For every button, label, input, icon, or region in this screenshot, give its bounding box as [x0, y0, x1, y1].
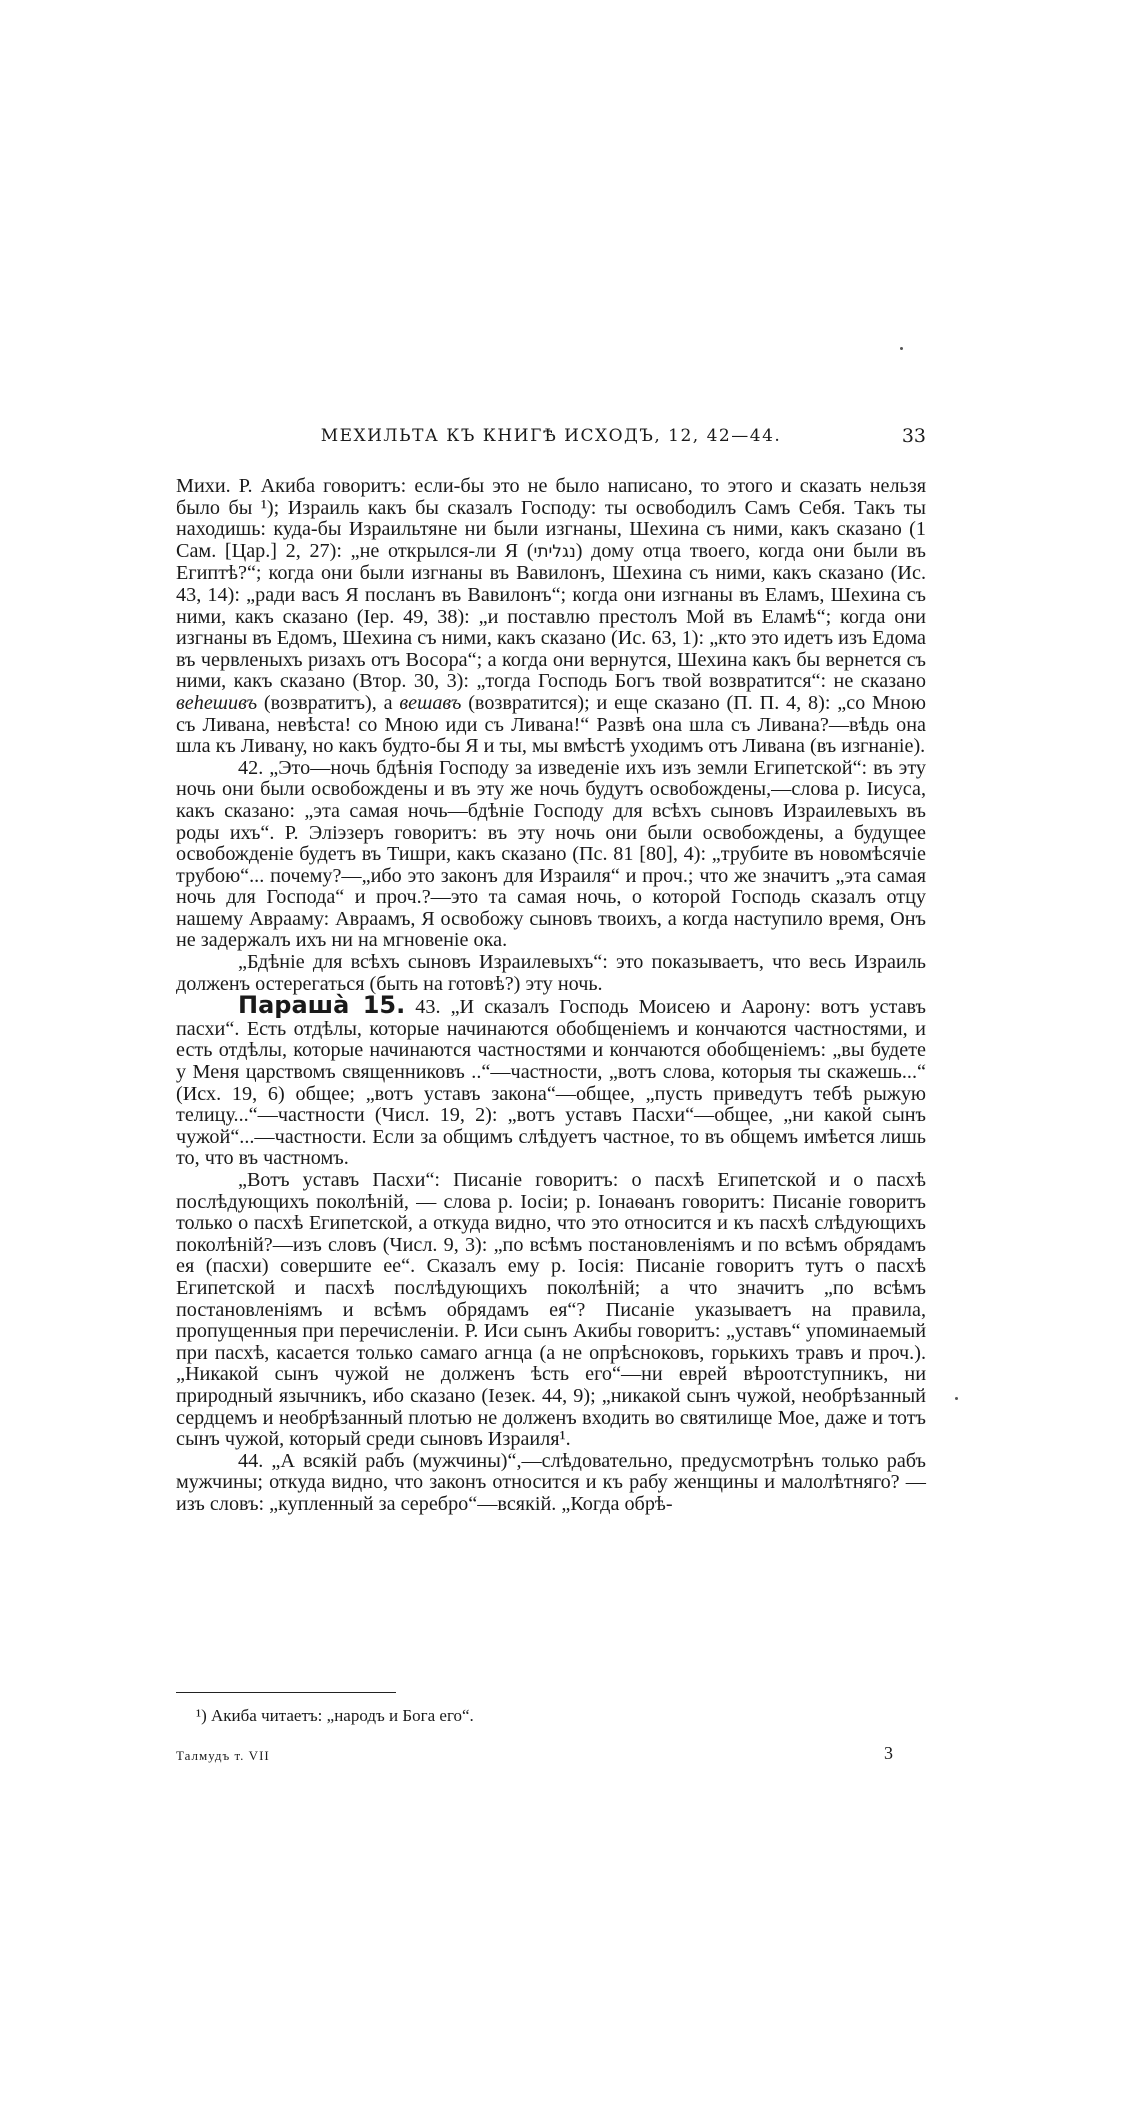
text-span: (возвратится); и еще сказано (П. П. 4, 8): „со Мною съ Ливана, невѣста! со Мною иди съ Ливана!“ Развѣ она шла съ Ливана?—вѣдь она шла къ Ливану, но какъ будто-бы Я и ты, мы вмѣстѣ уходимъ отъ Ливана (въ изгнаніе).	[176, 691, 926, 758]
text-span: ) дому отца твоего, когда они были въ Египтѣ?“; когда они были изгнаны въ Вавилонъ, Шехина съ ними, какъ сказано (Ис. 43, 14): „ради васъ Я посланъ въ Вавилонъ“; когда они изгнаны въ Еламъ, Шехина съ ними, какъ сказано (Iер. 49, 38): „и поставлю престолъ Мой въ Еламѣ“; когда они изгнаны въ Едомъ, Шехина съ ними, какъ сказано (Ис. 63, 1): „кто это идетъ изъ Едома въ червленыхъ ризахъ отъ Восора“; а когда они вернутся, Шехина какъ бы вернется съ ними, какъ сказано (Втор. 30, 3): „тогда Господь Богъ твой возвратится“: не сказано	[176, 539, 926, 693]
italic-word: веһешивъ	[176, 691, 258, 714]
scan-speck	[955, 1397, 958, 1400]
running-title: МЕХИЛЬТА КЪ КНИГѢ ИСХОДЪ, 12, 42—44.	[320, 426, 782, 446]
italic-word: вешавъ	[399, 691, 462, 714]
signature-number: 3	[884, 1743, 893, 1763]
page-header	[176, 426, 926, 450]
text-span: Михи. Р. Акиба говоритъ: если-бы это не было написано, то этого и сказать нельзя было бы ¹); Израиль какъ бы сказалъ Господу: ты освободилъ Самъ Себя. Такъ ты находишь: куда-бы Израильтяне ни были изгнаны, Шехина съ ними, какъ сказано (1 Сам. [Цар.] 2, 27): „не открылся-ли Я (	[176, 475, 926, 562]
paragraph: 42. „Это—ночь бдѣнія Господу за изведеніе ихъ изъ земли Египетской“: въ эту ночь они были освобождены и въ эту же ночь будутъ освобождены,—слова р. Iисуса, какъ сказано: „эта самая ночь—бдѣніе Господу для всѣхъ сыновъ Израилевыхъ въ роды ихъ“. Р. Элiэзеръ говоритъ: въ эту ночь они были освобождены, а будущее освобожденіе будетъ въ Тишри, какъ сказано (Пс. 81 [80], 4): „трубите въ новомѣсячіе трубою“... почему?—„ибо это законъ для Израиля“ и проч.; что же значитъ „эта самая ночь для Господа“ и проч.?—это та самая ночь, о которой Господь сказалъ отцу нашему Аврааму: Авраамъ, Я освобожу сыновъ твоихъ, а когда наступило время, Онъ не задержалъ ихъ ни на мгновеніе ока.	[176, 756, 926, 952]
paragraph	[176, 476, 926, 758]
hebrew-word: נגליתי	[533, 541, 576, 562]
paragraph: 44. „А всякій рабъ (мужчины)“,—слѣдовательно, предусмотрѣнъ только рабъ мужчины; откуда видно, что законъ относится и къ рабу женщины и малолѣтняго? — изъ словъ: „купленный за серебро“—всякій. „Когда обрѣ-	[176, 1449, 926, 1515]
parasha-heading: Парашà 15.	[238, 991, 406, 1020]
page-number: 33	[901, 425, 926, 447]
footnote-divider	[176, 1692, 396, 1693]
paragraph: „Бдѣніе для всѣхъ сыновъ Израилевыхъ“: это показываетъ, что весь Израиль долженъ остерегаться (быть на готовѣ?) эту ночь.	[176, 951, 926, 995]
main-text	[176, 476, 926, 1516]
signature-mark: Талмудъ т. VII	[176, 1748, 270, 1763]
footnote: ¹) Акиба читаетъ: „народъ и Бога его“.	[196, 1706, 474, 1725]
scan-speck	[900, 347, 903, 350]
text-span: (возвратитъ), а	[257, 691, 400, 714]
paragraph	[176, 991, 926, 1170]
text-span: 43. „И сказалъ Господь Моисею и Аарону: вотъ уставъ пасхи“. Есть отдѣлы, которые начинаются обобщеніемъ и кончаются частностями, и есть отдѣлы, которые начинаются частностями и кончаются обобщеніемъ: „вы будете у Меня царствомъ священниковъ ..“—частности, „вотъ слова, которыя ты скажешь...“ (Исх. 19, 6) общее; „вотъ уставъ закона“—общее, „пусть приведутъ тебѣ рыжую телицу...“—частности (Числ. 19, 2): „вотъ уставъ Пасхи“—общее, „ни какой сынъ чужой“...—частности. Если за общимъ слѣдуетъ частное, то въ общемъ имѣется лишь то, что въ частномъ.	[176, 996, 926, 1170]
paragraph: „Вотъ уставъ Пасхи“: Писаніе говоритъ: о пасхѣ Египетской и о пасхѣ послѣдующихъ поколѣній, — слова р. Iосіи; р. Iонаѳанъ говоритъ: Писаніе говоритъ только о пасхѣ Египетской, а откуда видно, что это относится и къ пасхѣ слѣдующихъ поколѣній?—изъ словъ (Числ. 9, 3): „по всѣмъ постановленіямъ и по всѣмъ обрядамъ ея (пасхи) совершите ее“. Сказалъ ему р. Iосія: Писаніе говоритъ тутъ о пасхѣ Египетской и пасхѣ послѣдующихъ поколѣній; а что значитъ „по всѣмъ постановленіямъ и всѣмъ обрядамъ ея“? Писаніе указываетъ на правила, пропущенныя при перечисленіи. Р. Иси сынъ Акибы говоритъ: „уставъ“ упоминаемый при пасхѣ, касается только самаго агнца (а не опрѣсноковъ, горькихъ травъ и проч.). „Никакой сынъ чужой не долженъ ѣсть его“—ни еврей вѣроотступникъ, ни природный язычникъ, ибо сказано (Iезек. 44, 9); „никакой сынъ чужой, необрѣзанный сердцемъ и необрѣзанный плотью не долженъ входить во святилище Мое, даже и тотъ сынъ чужой, который среди сыновъ Израиля¹.	[176, 1169, 926, 1451]
